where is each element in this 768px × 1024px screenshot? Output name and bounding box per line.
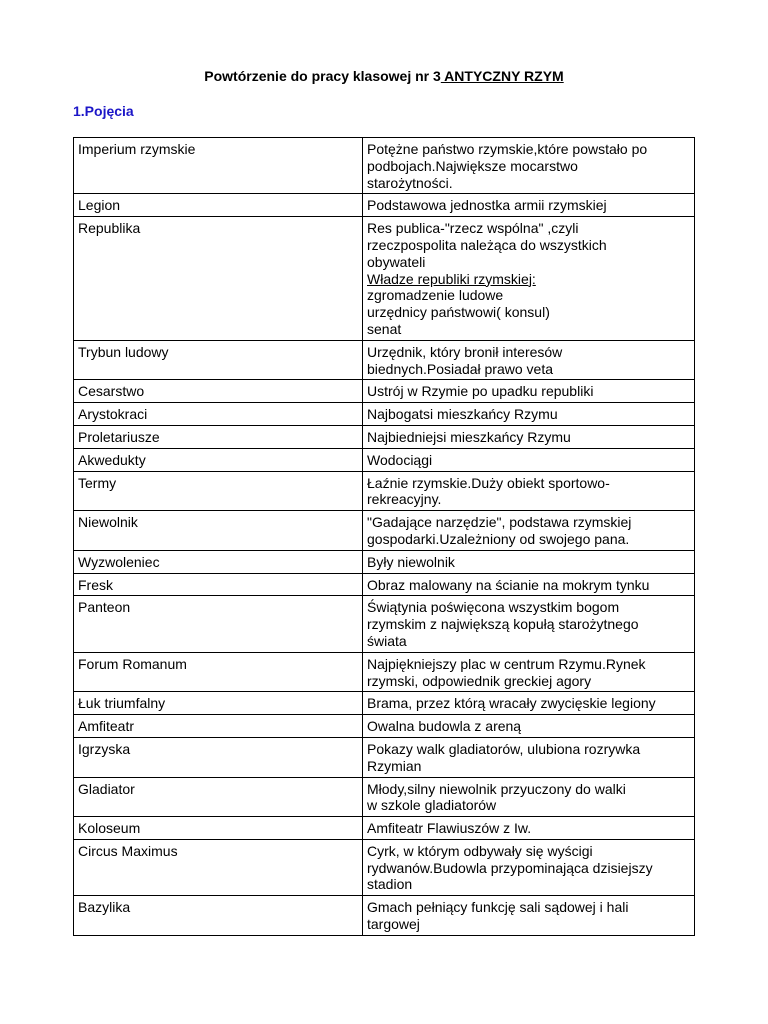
table-row (74, 217, 695, 341)
definition-cell (363, 896, 695, 936)
term-cell: Amfiteatr (74, 715, 363, 738)
definition-line: Łaźnie rzymskie.Duży obiekt sportowo- (367, 474, 610, 491)
definition-line: zgromadzenie ludowe (367, 287, 504, 304)
definition-cell (363, 596, 695, 652)
definition-cell (363, 737, 695, 777)
terms-table (73, 137, 695, 936)
table-row (74, 471, 695, 511)
definition-line: "Gadające narzędzie", podstawa rzymskiej (367, 514, 632, 531)
term-cell: Proletariusze (74, 425, 363, 448)
term-cell: Łuk triumfalny (74, 692, 363, 715)
definition-line: świata (367, 632, 407, 649)
section-heading: 1.Pojęcia (73, 103, 134, 119)
term-cell: Cesarstwo (74, 380, 363, 403)
definition-line: Potężne państwo rzymskie,które powstało po (367, 141, 648, 157)
definition-line: Res publica-"rzecz wspólna" ,czyli (367, 220, 579, 237)
table-row (74, 138, 695, 194)
definition-line: obywateli (367, 253, 426, 270)
term-cell: Republika (74, 217, 363, 341)
table-row (74, 817, 695, 840)
definition-cell (363, 817, 695, 840)
definition-line: rzymski, odpowiednik greckiej agory (367, 672, 592, 689)
definition-line: biednych.Posiadał prawo veta (367, 360, 554, 377)
definition-cell (363, 448, 695, 471)
term-cell: Imperium rzymskie (74, 138, 363, 194)
definition-line: Cyrk, w którym odbywały się wyścigi (367, 842, 593, 859)
definition-line: rydwanów.Budowla przypominająca dzisiejszy (367, 859, 653, 876)
table-row (74, 896, 695, 936)
definition-line: Władze republiki rzymskiej: (367, 270, 536, 287)
table-row (74, 777, 695, 817)
definition-line: Owalna budowla z areną (367, 718, 522, 735)
definition-line: Były niewolnik (367, 553, 455, 570)
definition-cell (363, 138, 695, 194)
term-cell: Trybun ludowy (74, 340, 363, 380)
definition-line: rzeczpospolita należąca do wszystkich (367, 236, 607, 253)
definition-line: Najpiękniejszy plac w centrum Rzymu.Rynek (367, 655, 646, 672)
definition-cell (363, 692, 695, 715)
definition-line: Ustrój w Rzymie po upadku republiki (367, 383, 594, 400)
definition-line: Urzędnik, który bronił interesów (367, 343, 563, 360)
term-cell: Legion (74, 194, 363, 217)
definition-line: urzędnicy państwowi( konsul) (367, 304, 550, 321)
definition-line: Brama, przez którą wracały zwycięskie legiony (367, 695, 656, 712)
definition-cell (363, 380, 695, 403)
table-row (74, 340, 695, 380)
definition-line: Pokazy walk gladiatorów, ulubiona rozrywka (367, 740, 641, 757)
definition-cell (363, 217, 695, 341)
table-row (74, 448, 695, 471)
definition-line: w szkole gladiatorów (367, 797, 497, 814)
table-row (74, 194, 695, 217)
definition-line: senat (367, 320, 402, 337)
term-cell: Circus Maximus (74, 839, 363, 895)
table-row (74, 573, 695, 596)
table-row (74, 511, 695, 551)
definition-line: Amfiteatr Flawiuszów z Iw. (367, 820, 532, 837)
definition-cell (363, 340, 695, 380)
definition-cell (363, 550, 695, 573)
term-cell: Panteon (74, 596, 363, 652)
document-title (0, 67, 768, 85)
definition-line: rzymskim z największą kopułą starożytnego (367, 616, 639, 633)
title-topic: ANTYCZNY RZYM (440, 68, 564, 84)
term-cell: Niewolnik (74, 511, 363, 551)
definition-line: Gmach pełniący funkcję sali sądowej i hali (367, 899, 629, 916)
term-cell: Termy (74, 471, 363, 511)
definition-cell (363, 471, 695, 511)
definition-cell (363, 652, 695, 692)
definition-line: Obraz malowany na ścianie na mokrym tynku (367, 576, 650, 593)
table-row (74, 715, 695, 738)
definition-line: Wodociągi (367, 451, 433, 468)
table-row (74, 380, 695, 403)
term-cell: Igrzyska (74, 737, 363, 777)
definition-cell (363, 403, 695, 426)
term-cell: Akwedukty (74, 448, 363, 471)
definition-cell (363, 777, 695, 817)
title-prefix: Powtórzenie do pracy klasowej nr 3 (204, 68, 441, 84)
definition-line: Rzymian (367, 757, 422, 774)
definition-cell (363, 839, 695, 895)
term-cell: Koloseum (74, 817, 363, 840)
term-cell: Bazylika (74, 896, 363, 936)
definition-line: rekreacyjny. (367, 491, 442, 508)
definition-cell (363, 425, 695, 448)
definition-line: stadion (367, 876, 413, 893)
definition-line: Świątynia poświęcona wszystkim bogom (367, 599, 620, 616)
definition-line: Najbiedniejsi mieszkańcy Rzymu (367, 428, 571, 445)
definition-line: Podstawowa jednostka armii rzymskiej (367, 197, 607, 214)
definition-line: targowej (367, 916, 420, 933)
table-row (74, 839, 695, 895)
term-cell: Forum Romanum (74, 652, 363, 692)
term-cell: Fresk (74, 573, 363, 596)
definition-line: Najbogatsi mieszkańcy Rzymu (367, 406, 558, 423)
term-cell: Arystokraci (74, 403, 363, 426)
table-row (74, 550, 695, 573)
table-row (74, 596, 695, 652)
definition-line: starożytności. (367, 174, 453, 191)
definition-line: gospodarki.Uzależniony od swojego pana. (367, 530, 630, 547)
definition-cell (363, 511, 695, 551)
table-row (74, 425, 695, 448)
table-row (74, 652, 695, 692)
terms-table-body (74, 138, 695, 936)
term-cell: Wyzwoleniec (74, 550, 363, 573)
definition-line: podbojach.Największe mocarstwo (367, 157, 578, 174)
table-row (74, 737, 695, 777)
table-row (74, 692, 695, 715)
definition-line: Młody,silny niewolnik przyuczony do walki (367, 780, 626, 797)
definition-cell (363, 573, 695, 596)
definition-cell (363, 194, 695, 217)
term-cell: Gladiator (74, 777, 363, 817)
table-row (74, 403, 695, 426)
definition-cell (363, 715, 695, 738)
